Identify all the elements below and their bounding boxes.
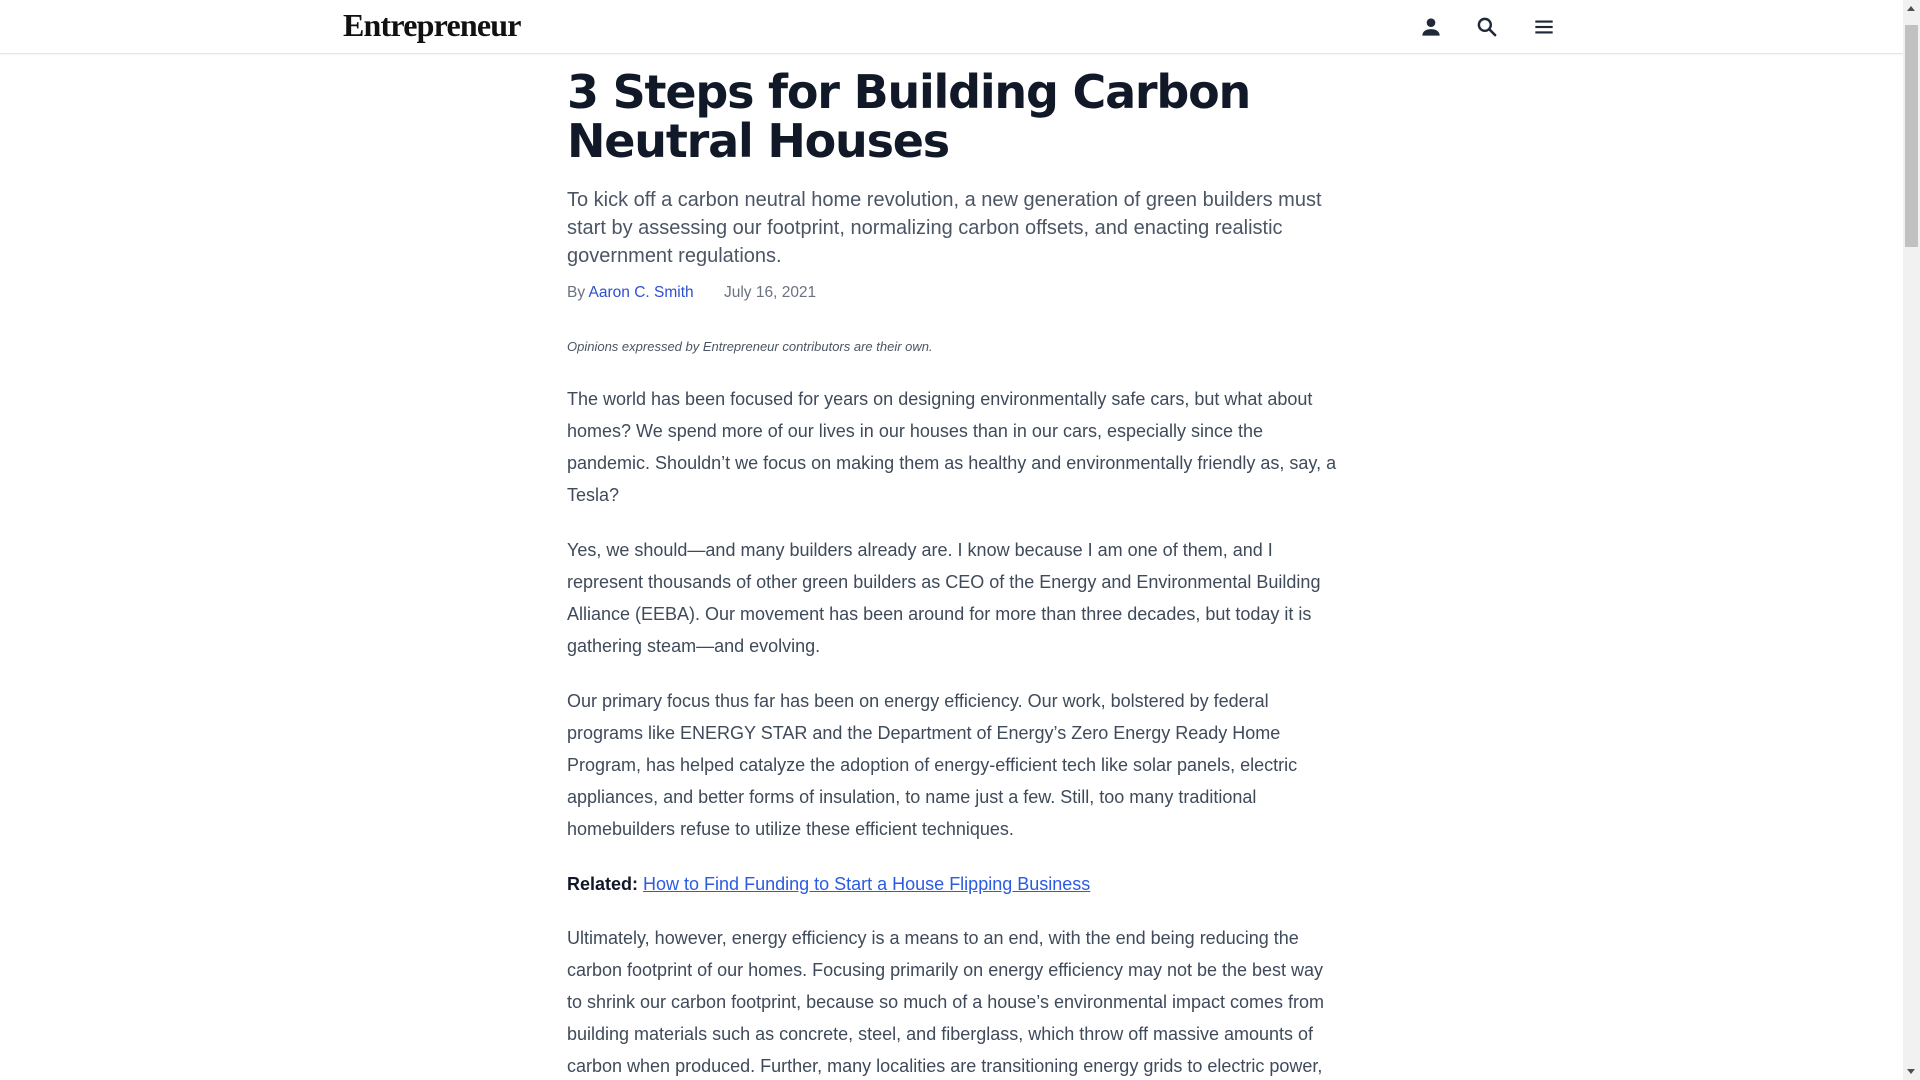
site-logo[interactable]: Entrepreneur xyxy=(343,7,521,43)
paragraph: Our primary focus thus far has been on energy efficiency. Our work, bolstered by federal programs like ENERGY STAR and the Department of Energy’s Zero Energy Ready Home Program, has helped catalyze the adoption of energy-efficient tech like solar panels, electric appliances, and better forms of insulation, to name just a few. Still, too many traditional homebuilders refuse to utilize these efficient techniques. xyxy=(567,691,1298,839)
scrollbar-thumb[interactable] xyxy=(1905,25,1918,247)
article-subtitle: To kick off a carbon neutral home revolution, a new generation of green builders must start by assessing our footprint, normalizing carbon offsets, and enacting realistic government regulations. xyxy=(567,189,1322,267)
byline-prefix: By xyxy=(567,284,586,301)
paragraph: Ultimately, however, energy efficiency is a means to an end, with the end being reducing the carbon footprint of our homes. Focusing primarily on energy efficiency may not be the best way to shrink our carbon footprint, because so much of a house’s environmental impact comes from building materials such as concrete, steel, and fiberglass, which throw off massive amounts of carbon when produced. Further, many localities are transitioning energy grids to electric power, xyxy=(567,928,1325,1076)
contributor-disclaimer: Opinions expressed by Entrepreneur contributors are their own. xyxy=(567,339,933,354)
paragraph: Yes, we should—and many builders already are. I know because I am one of them, and I represent thousands of other green builders as CEO of the Energy and Environmental Building Alliance (EEBA). Our movement has been around for more than three decades, but today it is gathering steam—and evolving. xyxy=(567,540,1321,656)
scroll-down-arrow-icon[interactable] xyxy=(1903,1063,1920,1080)
related-article-link[interactable]: How to Find Funding to Start a House Flipping Business xyxy=(643,874,1091,894)
byline xyxy=(567,284,816,302)
author-link[interactable]: Aaron C. Smith xyxy=(588,284,694,301)
scroll-up-arrow-icon[interactable] xyxy=(1903,0,1920,17)
paragraph: The world has been focused for years on designing environmentally safe cars, but what about homes? We spend more of our lives in our houses than in our cars, especially since the pandemic. Shouldn’t we focus on making them as healthy and environmentally friendly as, say, a Tesla? xyxy=(567,389,1337,505)
user-icon[interactable] xyxy=(1418,14,1444,40)
search-icon[interactable] xyxy=(1474,14,1500,40)
site-header xyxy=(0,0,1903,54)
vertical-scrollbar[interactable] xyxy=(1903,0,1920,1080)
article-title: 3 Steps for Building Carbon Neutral Houses xyxy=(567,65,1251,168)
publish-date: July 16, 2021 xyxy=(723,284,817,301)
article-body xyxy=(567,383,1342,1080)
related-article xyxy=(567,868,1342,900)
menu-icon[interactable] xyxy=(1531,14,1557,40)
related-label: Related: xyxy=(567,874,639,894)
